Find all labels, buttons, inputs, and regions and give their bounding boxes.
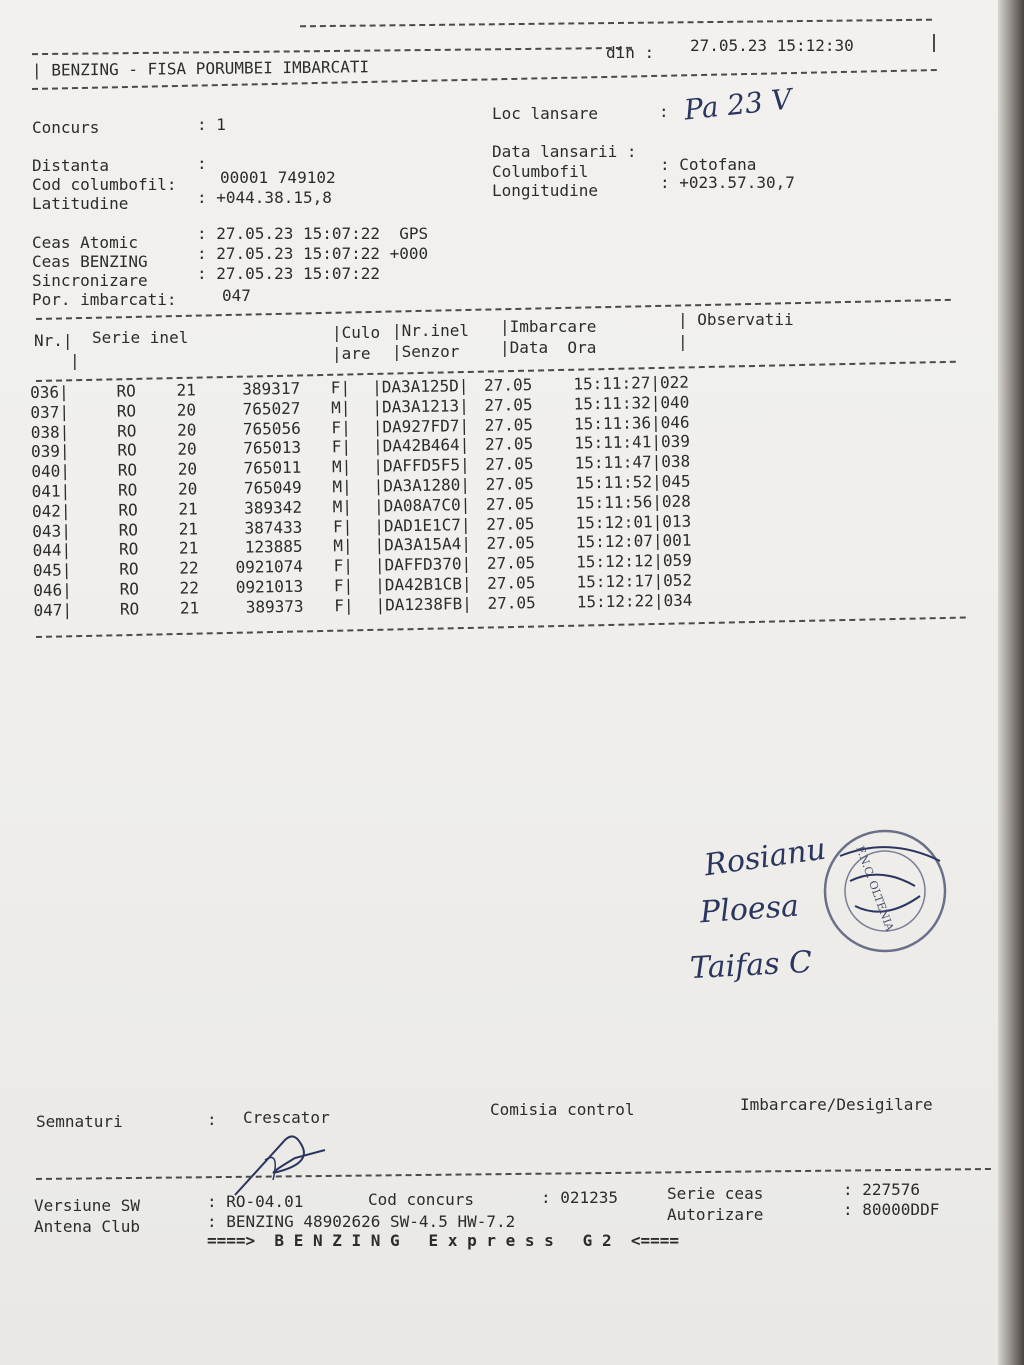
cell-tara: RO xyxy=(119,599,140,619)
latitudine-label: Latitudine xyxy=(32,194,129,213)
cell-obs: 045 xyxy=(661,471,691,492)
data-lansarii-label: Data lansarii : xyxy=(492,142,637,161)
cell-sex: M| xyxy=(332,496,353,517)
cell-ora: 15:12:07| xyxy=(575,531,663,552)
cell-senzor: |DA1238FB| xyxy=(375,593,472,615)
cell-serie: 765011 xyxy=(243,457,302,478)
cell-obs: 034 xyxy=(663,590,693,610)
cell-tara: RO xyxy=(116,401,137,421)
print-date-value: 27.05.23 15:12:30 xyxy=(690,36,854,55)
cell-obs: 028 xyxy=(661,491,691,511)
cell-nr: 041| xyxy=(31,481,71,501)
cell-an: 21 xyxy=(178,499,198,519)
antena-club-label: Antena Club xyxy=(34,1217,140,1236)
cell-ora: 15:11:56| xyxy=(575,491,663,513)
columbofil-value: : Cotofana xyxy=(660,155,757,174)
signature-name-2: Ploesa xyxy=(698,888,800,931)
cell-ora: 15:11:32| xyxy=(573,392,661,414)
cell-tara: RO xyxy=(118,539,139,559)
concurs-label: Concurs xyxy=(32,118,100,137)
col-serie-header: Serie inel xyxy=(92,328,189,347)
cell-senzor: |DA3A125D| xyxy=(371,376,469,397)
cell-sex: M| xyxy=(331,457,352,477)
cell-an: 20 xyxy=(177,479,198,499)
cell-tara: RO xyxy=(119,559,139,579)
cell-data: 27.05 xyxy=(484,394,533,415)
cell-obs: 052 xyxy=(663,570,693,591)
sheet-title: | BENZING - FISA PORUMBEI IMBARCATI xyxy=(31,57,370,80)
col-imbarcare-header-1: |Imbarcare xyxy=(500,317,597,336)
cell-serie: 389342 xyxy=(244,497,303,518)
cell-tara: RO xyxy=(118,519,139,540)
cell-obs: 059 xyxy=(662,550,692,571)
cell-tara: RO xyxy=(117,460,138,480)
cell-obs: 040 xyxy=(660,392,690,412)
cell-obs: 022 xyxy=(659,372,690,393)
cell-data: 27.05 xyxy=(483,375,533,395)
concurs-value: : 1 xyxy=(197,115,226,134)
cell-data: 27.05 xyxy=(485,493,535,514)
page-edge-shadow xyxy=(998,0,1024,1365)
col-imbarcare-header-2: |Data Ora xyxy=(500,338,597,357)
cell-ora: 15:12:22| xyxy=(576,590,664,612)
cell-ora: 15:11:47| xyxy=(574,452,662,473)
cell-nr: 038| xyxy=(30,421,70,442)
club-stamp xyxy=(820,826,950,956)
footer-top-rule xyxy=(36,1168,991,1180)
cell-nr: 042| xyxy=(31,501,71,521)
cell-serie: 389373 xyxy=(245,596,304,617)
col-nr-bar: | xyxy=(70,351,80,370)
cell-serie: 387433 xyxy=(244,517,303,538)
longitudine-value: : +023.57.30,7 xyxy=(660,173,795,192)
cell-sex: M| xyxy=(333,536,353,556)
signature-name-3: Taifas C xyxy=(689,944,813,987)
cell-tara: RO xyxy=(118,500,138,520)
cell-data: 27.05 xyxy=(486,513,535,534)
cell-nr: 039| xyxy=(30,441,70,462)
table-bottom-rule xyxy=(36,617,966,638)
cell-sex: F| xyxy=(334,595,354,616)
cell-ora: 15:12:12| xyxy=(576,551,664,572)
cell-data: 27.05 xyxy=(484,434,534,455)
longitudine-label: Longitudine xyxy=(492,181,598,200)
cell-an: 21 xyxy=(176,380,196,400)
versiune-sw-value: : RO-04.01 xyxy=(207,1192,304,1211)
cell-senzor: |DAFFD370| xyxy=(374,554,472,575)
cell-an: 22 xyxy=(179,558,199,578)
cell-obs: 038 xyxy=(661,451,691,472)
cell-obs: 013 xyxy=(662,511,692,531)
header-top-rule xyxy=(300,19,932,28)
cod-columbofil-value: 00001 749102 xyxy=(220,168,336,187)
cell-an: 21 xyxy=(178,538,199,559)
cell-data: 27.05 xyxy=(485,474,534,494)
cell-serie: 389317 xyxy=(242,378,301,399)
print-date-label: din : xyxy=(606,43,655,62)
por-imbarcati-label: Por. imbarcati: xyxy=(32,290,177,309)
cell-senzor: |DAFFD5F5| xyxy=(373,455,470,476)
cell-data: 27.05 xyxy=(487,592,536,613)
cell-serie: 765056 xyxy=(242,418,301,439)
cell-nr: 045| xyxy=(32,560,72,581)
cell-sex: F| xyxy=(331,437,352,457)
semnaturi-label: Semnaturi xyxy=(36,1112,123,1131)
cell-senzor: |DA3A15A4| xyxy=(374,534,472,555)
header-top-rule-left xyxy=(32,47,632,55)
cell-serie: 765013 xyxy=(243,438,302,459)
col-culoare-header-1: |Culo xyxy=(332,323,381,342)
columbofil-label: Columbofil xyxy=(492,162,589,181)
header-right-bar xyxy=(933,34,935,52)
cell-tara: RO xyxy=(116,381,136,401)
ceas-benzing-value: : 27.05.23 15:07:22 +000 xyxy=(197,244,429,263)
cell-ora: 15:11:27| xyxy=(573,373,661,394)
distanta-label: Distanta xyxy=(32,156,110,175)
cell-data: 27.05 xyxy=(486,533,535,554)
cell-serie: 0921074 xyxy=(235,556,304,577)
cell-sex: M| xyxy=(332,476,352,497)
cell-tara: RO xyxy=(119,579,140,599)
cell-sex: F| xyxy=(333,556,354,576)
cell-ora: 15:11:52| xyxy=(574,472,662,493)
cell-an: 20 xyxy=(177,439,197,460)
cell-data: 27.05 xyxy=(484,414,534,435)
cell-tara: RO xyxy=(116,420,137,441)
crescator-signature xyxy=(225,1120,335,1200)
cell-an: 22 xyxy=(179,578,200,598)
cell-senzor: |DA927FD7| xyxy=(372,415,470,437)
cell-data: 27.05 xyxy=(485,454,534,475)
antena-club-value: : BENZING 48902626 SW-4.5 HW-7.2 xyxy=(207,1212,516,1231)
ceas-atomic-value: : 27.05.23 15:07:22 GPS xyxy=(197,224,429,243)
col-nrinel-header-2: |Senzor xyxy=(392,342,460,361)
loc-lansare-label: Loc lansare xyxy=(492,104,598,123)
por-imbarcati-value: 047 xyxy=(222,286,251,305)
cell-sex: M| xyxy=(331,397,351,418)
cod-concurs-label: Cod concurs xyxy=(368,1190,474,1209)
cell-obs: 046 xyxy=(660,412,690,432)
comisia-label: Comisia control xyxy=(490,1100,635,1119)
ceas-benzing-label: Ceas BENZING xyxy=(32,252,148,271)
col-observatii-bar: | xyxy=(678,332,688,351)
cell-ora: 15:12:17| xyxy=(576,571,664,592)
autorizare-value: : 80000DDF xyxy=(843,1200,940,1219)
cell-senzor: |DA08A7C0| xyxy=(373,494,471,516)
cell-senzor: |DA42B1CB| xyxy=(375,574,472,595)
pigeon-table xyxy=(30,372,704,620)
benzing-express-banner: ====> B E N Z I N G E x p r e s s G 2 <==== xyxy=(207,1231,680,1250)
serie-ceas-label: Serie ceas xyxy=(667,1184,764,1203)
semnaturi-sep: : xyxy=(207,1110,217,1129)
cell-senzor: |DAD1E1C7| xyxy=(374,514,471,536)
cod-columbofil-label: Cod columbofil: xyxy=(32,175,177,194)
cell-obs: 039 xyxy=(660,432,691,452)
cell-sex: F| xyxy=(330,377,351,398)
cell-serie: 123885 xyxy=(244,537,303,558)
cell-nr: 040| xyxy=(31,461,71,482)
cell-sex: F| xyxy=(333,575,354,596)
cell-ora: 15:11:41| xyxy=(574,432,662,453)
serie-ceas-value: : 227576 xyxy=(843,1180,921,1199)
cell-an: 20 xyxy=(177,459,198,479)
sincronizare-value: : 27.05.23 15:07:22 xyxy=(197,264,381,283)
versiune-sw-label: Versiune SW xyxy=(34,1196,140,1215)
loc-lansare-sep: : xyxy=(659,102,669,121)
sincronizare-label: Sincronizare xyxy=(32,271,148,290)
col-nr-header: Nr.| xyxy=(34,331,73,350)
cell-nr: 044| xyxy=(32,540,72,561)
cell-nr: 043| xyxy=(32,520,72,541)
col-observatii-header: | Observatii xyxy=(678,310,794,329)
cell-nr: 036| xyxy=(30,382,69,402)
cell-data: 27.05 xyxy=(486,553,536,574)
cell-nr: 047| xyxy=(33,600,73,620)
cell-ora: 15:11:36| xyxy=(573,412,661,434)
col-nrinel-header-1: |Nr.inel xyxy=(392,321,470,340)
cell-tara: RO xyxy=(117,440,137,461)
cell-sex: F| xyxy=(331,417,351,437)
latitudine-value: : +044.38.15,8 xyxy=(197,188,332,207)
cell-ora: 15:12:01| xyxy=(575,511,663,533)
distanta-value: : xyxy=(197,154,207,173)
cell-tara: RO xyxy=(117,480,138,500)
ceas-atomic-label: Ceas Atomic xyxy=(32,233,138,252)
cell-serie: 765049 xyxy=(243,477,302,498)
cell-serie: 0921013 xyxy=(235,576,304,597)
cell-an: 20 xyxy=(176,400,197,420)
signature-name-1: Rosianu xyxy=(702,831,829,884)
crescator-label: Crescator xyxy=(243,1108,330,1127)
cell-nr: 037| xyxy=(30,402,70,422)
cell-senzor: |DA3A1213| xyxy=(372,395,469,417)
cell-obs: 001 xyxy=(662,531,692,551)
cell-nr: 046| xyxy=(33,580,72,600)
cell-data: 27.05 xyxy=(487,573,536,593)
cell-serie: 765027 xyxy=(242,398,301,419)
cell-sex: F| xyxy=(332,516,353,536)
col-culoare-header-2: |are xyxy=(332,344,371,363)
autorizare-label: Autorizare xyxy=(667,1205,764,1224)
cell-senzor: |DA42B464| xyxy=(372,435,470,457)
cod-concurs-value: : 021235 xyxy=(541,1188,619,1207)
cell-an: 20 xyxy=(176,419,197,440)
cell-an: 21 xyxy=(178,518,199,539)
stamp-text: F.N.C. OLTENIA xyxy=(853,844,897,933)
imbarcare-desigilare-label: Imbarcare/Desigilare xyxy=(740,1095,933,1114)
cell-an: 21 xyxy=(179,598,200,618)
loc-lansare-handwritten: Pa 23 V xyxy=(682,82,794,127)
cell-senzor: |DA3A1280| xyxy=(373,475,471,496)
